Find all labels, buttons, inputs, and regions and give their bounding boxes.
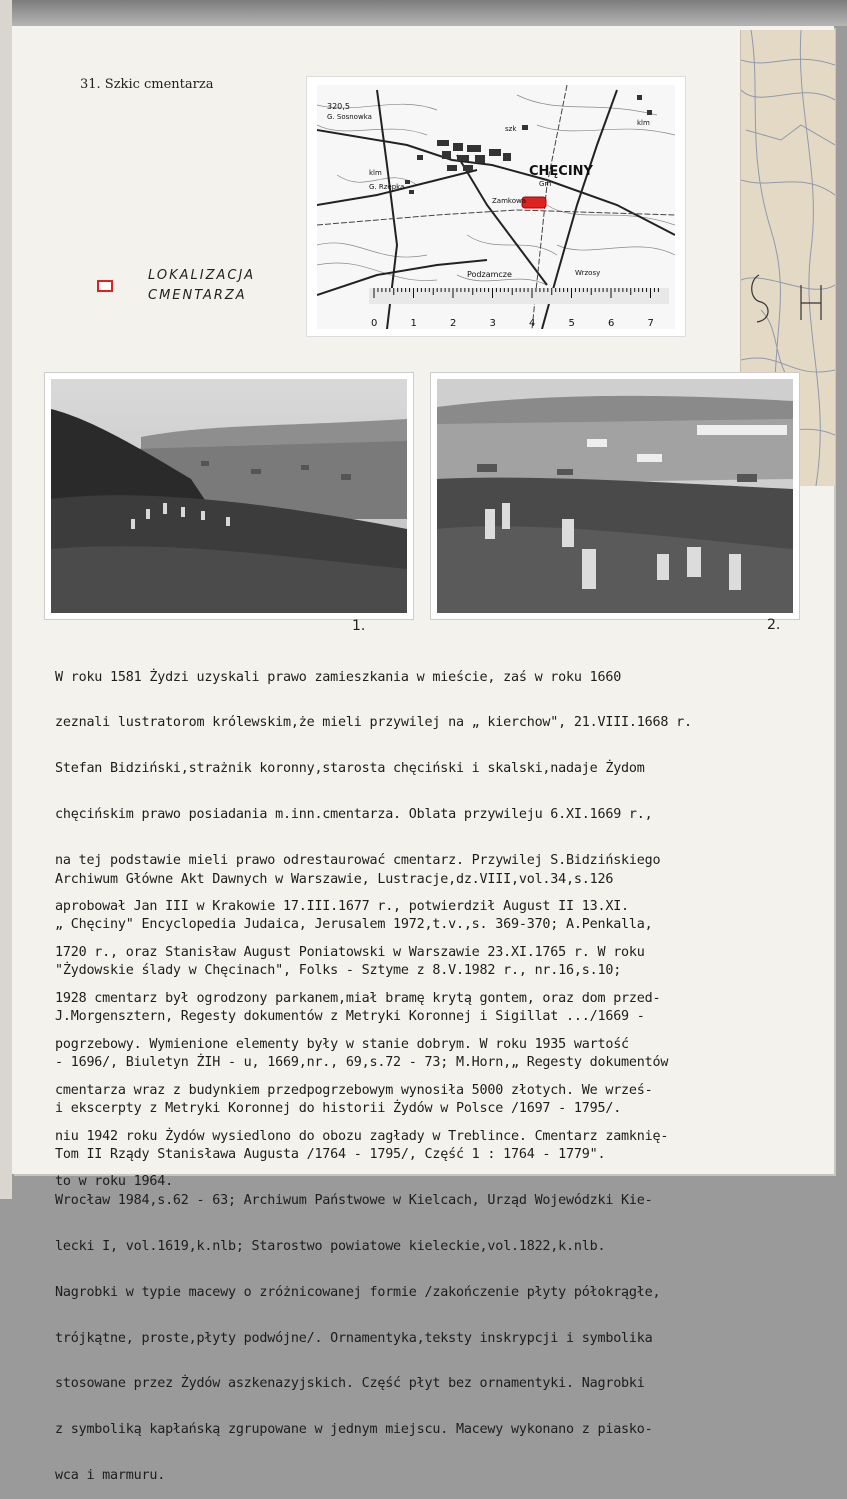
text-line: aprobował Jan III w Krakowie 17.III.1677 r., potwierdził August II 13.XI.: [55, 899, 629, 915]
photo-cemetery-right: [430, 372, 800, 620]
text-line: i ekscerpty z Metryki Koronnej do historii Żydów w Polsce /1697 - 1795/.: [55, 1101, 622, 1117]
text-line: 1720 r., oraz Stanisław August Poniatowski w Warszawie 23.XI.1765 r. W roku: [55, 944, 645, 960]
text-line: trójkątne, proste,płyty podwójne/. Ornamentyka,teksty inskrypcji i symbolika: [55, 1330, 653, 1346]
left-edge: [0, 0, 12, 1199]
text-line: stosowane przez Żydów aszkenazyjskich. Część płyt bez ornamentyki. Nagrobki: [55, 1376, 645, 1392]
sources-paragraph: [55, 841, 668, 1499]
text-line: Nagrobki w typie macewy o zróżnicowanej formie /zakończenie płyty półokrągłe,: [55, 1284, 661, 1300]
figure-caption: 31. Szkic cmentarza: [80, 77, 214, 92]
map-label-rzepka: G. Rzepka: [369, 183, 405, 191]
legend-line-1: LOKALIZACJA: [148, 268, 256, 283]
map-label-klm-1: klm: [369, 169, 382, 177]
text-line: 1928 cmentarz był ogrodzony parkanem,miał bramę krytą gontem, oraz dom przed-: [55, 990, 661, 1006]
text-line: z symboliką kapłańską zgrupowane w jednym miejscu. Macewy wykonano z piasko-: [55, 1422, 653, 1438]
ruler-number: 0: [371, 318, 378, 329]
map-label-klm-2: klm: [637, 119, 650, 127]
legend-line-2: CMENTARZA: [148, 288, 247, 303]
map-label-podzamcze: Podzamcze: [467, 270, 512, 279]
ruler-number: 4: [529, 318, 536, 329]
text-line: pogrzebowy. Wymienione elementy były w stanie dobrym. W roku 1935 wartość: [55, 1036, 629, 1052]
ruler-number: 6: [608, 318, 615, 329]
location-map: [306, 76, 686, 337]
text-line: Archiwum Główne Akt Dawnych w Warszawie, Lustracje,dz.VIII,vol.34,s.126: [55, 871, 614, 887]
map-label-zamkowa: Zamkowa: [492, 197, 527, 205]
text-line: W roku 1581 Żydzi uzyskali prawo zamieszkania w mieście, zaś w roku 1660: [55, 669, 622, 685]
top-edge: [0, 0, 847, 26]
text-line: lecki I, vol.1619,k.nlb; Starostwo powiatowe kieleckie,vol.1822,k.nlb.: [55, 1238, 606, 1254]
photo-cemetery-left: [44, 372, 414, 620]
text-line: zeznali lustratorom królewskim,że mieli przywilej na „ kierchow", 21.VIII.1668 r.: [55, 715, 692, 731]
photo-number-1: 1.: [352, 618, 366, 634]
map-label-town: CHĘCINY: [529, 164, 593, 179]
text-line: to w roku 1964.: [55, 1174, 173, 1190]
photo-number-2: 2.: [767, 617, 781, 633]
text-line: Stefan Bidziński,strażnik koronny,starosta chęciński i skalski,nadaje Żydom: [55, 761, 645, 777]
map-label-hill: 320,5: [327, 102, 350, 111]
ruler-number: 2: [450, 318, 457, 329]
text-line: chęcińskim prawo posiadania m.inn.cmentarza. Oblata przywileju 6.XI.1669 r.,: [55, 807, 653, 823]
map-label-szk: szk: [505, 125, 517, 133]
ruler-number: 5: [568, 318, 575, 329]
map-label-sosnowka: G. Sosnowka: [327, 113, 372, 121]
text-line: J.Morgensztern, Regesty dokumentów z Metryki Koronnej i Sigillat .../1669 -: [55, 1009, 645, 1025]
text-line: - 1696/, Biuletyn ŻIH - u, 1669,nr., 69,s.72 - 73; M.Horn,„ Regesty dokumentów: [55, 1055, 669, 1071]
text-line: wca i marmuru.: [55, 1468, 166, 1484]
text-line: „ Chęciny" Encyclopedia Judaica, Jerusalem 1972,t.v.,s. 369-370; A.Penkalla,: [55, 917, 653, 933]
text-line: Tom II Rządy Stanisława Augusta /1764 - 1795/, Część 1 : 1764 - 1779".: [55, 1146, 606, 1162]
ruler-number: 7: [647, 318, 654, 329]
text-line: Wrocław 1984,s.62 - 63; Archiwum Państwowe w Kielcach, Urząd Wojewódzki Kie-: [55, 1192, 653, 1208]
legend-marker-icon: [97, 280, 113, 292]
map-label-town-sub: Gm: [539, 180, 552, 188]
text-line: cmentarza wraz z budynkiem przedpogrzebowym wynosiła 5000 złotych. We wrześ-: [55, 1082, 653, 1098]
ruler-number: 3: [489, 318, 496, 329]
text-line: na tej podstawie mieli prawo odrestaurować cmentarz. Przywilej S.Bidzińskiego: [55, 853, 661, 869]
map-label-wrzosy: Wrzosy: [575, 269, 601, 277]
legend-label: [148, 266, 255, 306]
ruler-number: 1: [410, 318, 417, 329]
text-line: "Żydowskie ślady w Chęcinach", Folks - Sztyme z 8.V.1982 r., nr.16,s.10;: [55, 963, 622, 979]
text-line: niu 1942 roku Żydów wysiedlono do obozu zagłady w Treblince. Cmentarz zamknię-: [55, 1128, 669, 1144]
